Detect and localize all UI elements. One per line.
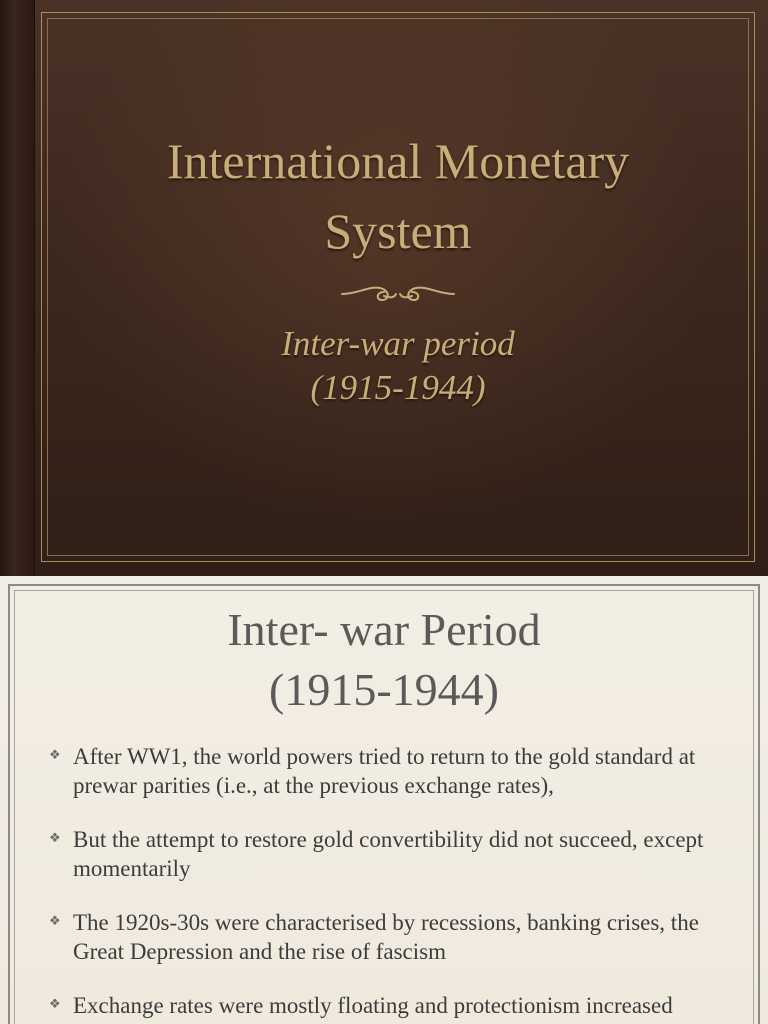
slide-subtitle-line1: Inter-war period bbox=[281, 324, 515, 363]
diamond-bullet-icon: ❖ bbox=[49, 996, 61, 1011]
bullet-text: But the attempt to restore gold convertibility did not succeed, except momentarily bbox=[73, 827, 704, 881]
bullet-list bbox=[45, 742, 745, 1024]
flourish-ornament-icon bbox=[338, 280, 458, 304]
slide-title-line2: System bbox=[324, 203, 472, 259]
diamond-bullet-icon: ❖ bbox=[49, 913, 61, 928]
slide-subtitle-line2: (1915-1944) bbox=[310, 368, 486, 407]
bullet-text: Exchange rates were mostly floating and protectionism increased bbox=[73, 993, 673, 1018]
slide-title bbox=[60, 126, 736, 266]
bullet-text: After WW1, the world powers tried to return to the gold standard at prewar parities (i.e., at the previous exchange rates), bbox=[73, 744, 696, 798]
diamond-bullet-icon: ❖ bbox=[49, 747, 61, 762]
slide-title-line1: International Monetary bbox=[166, 133, 630, 189]
slide-subtitle bbox=[60, 322, 736, 410]
content-slide bbox=[0, 576, 768, 1024]
book-spine bbox=[0, 0, 35, 576]
content-title bbox=[30, 600, 738, 720]
content-title-line2: (1915-1944) bbox=[269, 664, 499, 715]
bullet-item bbox=[45, 908, 745, 966]
bullet-item bbox=[45, 742, 745, 800]
content-title-line1: Inter- war Period bbox=[227, 604, 541, 655]
diamond-bullet-icon: ❖ bbox=[49, 830, 61, 845]
bullet-item bbox=[45, 825, 745, 883]
bullet-text: The 1920s-30s were characterised by recessions, banking crises, the Great Depression and the rise of fascism bbox=[73, 910, 699, 964]
bullet-item bbox=[45, 991, 745, 1020]
